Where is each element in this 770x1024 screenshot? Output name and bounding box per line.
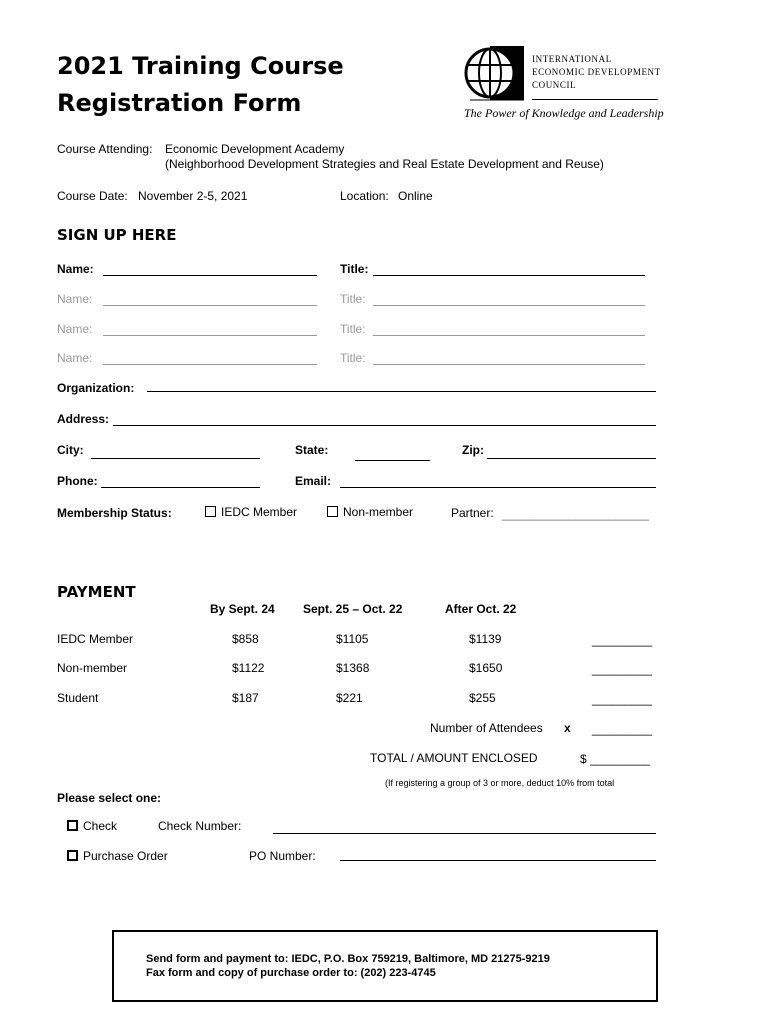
price-member-3: $1139 bbox=[469, 632, 502, 646]
name-label-3: Name: bbox=[57, 322, 93, 336]
amount-student-field[interactable]: _________ bbox=[592, 692, 653, 706]
price-student-1: $187 bbox=[232, 691, 259, 705]
organization-label: Organization: bbox=[57, 381, 135, 395]
mailing-instructions-box bbox=[112, 930, 658, 1002]
partner-field[interactable]: ______________________ bbox=[502, 507, 649, 521]
total-label: TOTAL / AMOUNT ENCLOSED bbox=[370, 751, 538, 765]
logo-org-line3: COUNCIL bbox=[532, 80, 577, 90]
check-number-field[interactable] bbox=[273, 833, 656, 834]
member-option[interactable] bbox=[205, 505, 297, 519]
checkbox-icon[interactable] bbox=[327, 506, 338, 517]
payment-heading: PAYMENT bbox=[57, 583, 136, 601]
logo-org-line1: INTERNATIONAL bbox=[532, 54, 612, 64]
zip-label: Zip: bbox=[462, 443, 484, 457]
check-option[interactable] bbox=[67, 819, 117, 833]
po-option-label: Purchase Order bbox=[83, 849, 168, 863]
row-label-nonmember: Non-member bbox=[57, 661, 128, 675]
state-label: State: bbox=[295, 443, 329, 457]
po-option[interactable] bbox=[67, 849, 168, 863]
title-field-2[interactable] bbox=[373, 305, 645, 306]
partner-label: Partner: bbox=[451, 506, 494, 520]
member-option-label: IEDC Member bbox=[221, 505, 298, 519]
name-field-2[interactable] bbox=[103, 305, 317, 306]
organization-field[interactable] bbox=[147, 391, 656, 392]
name-field-4[interactable] bbox=[103, 364, 317, 365]
po-number-label: PO Number: bbox=[249, 849, 316, 863]
title-label-4: Title: bbox=[340, 351, 366, 365]
checkbox-icon[interactable] bbox=[67, 820, 78, 831]
checkbox-icon[interactable] bbox=[205, 506, 216, 517]
mailing-instruction-line2: Fax form and copy of purchase order to: (202) 223-4745 bbox=[146, 967, 436, 979]
select-one-label: Please select one: bbox=[57, 791, 162, 805]
price-student-3: $255 bbox=[469, 691, 496, 705]
attendees-multiply: x bbox=[564, 721, 571, 735]
course-date-label: Course Date: bbox=[57, 189, 128, 203]
city-field[interactable] bbox=[91, 458, 260, 459]
price-member-1: $858 bbox=[232, 632, 259, 646]
row-label-member: IEDC Member bbox=[57, 632, 134, 646]
nonmember-option-label: Non-member bbox=[343, 505, 414, 519]
group-discount-note: (If registering a group of 3 or more, deduct 10% from total bbox=[385, 778, 615, 788]
title-field[interactable] bbox=[373, 275, 645, 276]
course-attending-sub: (Neighborhood Development Strategies and Real Estate Development and Reuse) bbox=[165, 157, 604, 171]
iedc-logo bbox=[464, 44, 664, 124]
attendees-label: Number of Attendees bbox=[430, 721, 543, 735]
membership-label: Membership Status: bbox=[57, 506, 172, 520]
price-student-2: $221 bbox=[336, 691, 363, 705]
price-nonmember-3: $1650 bbox=[469, 661, 503, 675]
title-field-4[interactable] bbox=[373, 364, 645, 365]
phone-field[interactable] bbox=[101, 487, 260, 488]
checkbox-icon[interactable] bbox=[67, 850, 78, 861]
logo-rule bbox=[532, 99, 658, 100]
globe-icon bbox=[464, 44, 526, 102]
state-field[interactable] bbox=[355, 460, 430, 461]
check-number-label: Check Number: bbox=[158, 819, 242, 833]
page-title-line2: Registration Form bbox=[57, 89, 302, 117]
logo-org-line2: ECONOMIC DEVELOPMENT bbox=[532, 67, 661, 77]
name-field-3[interactable] bbox=[103, 335, 317, 336]
title-label: Title: bbox=[340, 262, 369, 276]
zip-field[interactable] bbox=[487, 458, 656, 459]
check-option-label: Check bbox=[83, 819, 118, 833]
price-nonmember-1: $1122 bbox=[232, 661, 265, 675]
location-label: Location: bbox=[340, 189, 389, 203]
attendees-field[interactable]: _________ bbox=[592, 722, 653, 736]
amount-nonmember-field[interactable]: _________ bbox=[592, 662, 653, 676]
col-header-2: Sept. 25 – Oct. 22 bbox=[303, 602, 403, 616]
row-label-student: Student bbox=[57, 691, 99, 705]
email-field[interactable] bbox=[340, 487, 656, 488]
course-attending-value: Economic Development Academy bbox=[165, 142, 345, 156]
signup-heading: SIGN UP HERE bbox=[57, 226, 177, 244]
price-nonmember-2: $1368 bbox=[336, 661, 370, 675]
course-date-value: November 2-5, 2021 bbox=[138, 189, 248, 203]
mailing-instruction-line1: Send form and payment to: IEDC, P.O. Box 759219, Baltimore, MD 21275-9219 bbox=[146, 953, 550, 965]
title-label-3: Title: bbox=[340, 322, 366, 336]
col-header-3: After Oct. 22 bbox=[445, 602, 517, 616]
address-label: Address: bbox=[57, 412, 110, 426]
title-label-2: Title: bbox=[340, 292, 366, 306]
amount-member-field[interactable]: _________ bbox=[592, 633, 653, 647]
name-field[interactable] bbox=[103, 275, 317, 276]
po-number-field[interactable] bbox=[340, 860, 656, 861]
page-title-line1: 2021 Training Course bbox=[57, 52, 344, 80]
address-field[interactable] bbox=[113, 425, 656, 426]
name-label-2: Name: bbox=[57, 292, 93, 306]
city-label: City: bbox=[57, 443, 84, 457]
name-label-4: Name: bbox=[57, 351, 93, 365]
title-field-3[interactable] bbox=[373, 335, 645, 336]
location-value: Online bbox=[398, 189, 433, 203]
col-header-1: By Sept. 24 bbox=[210, 602, 275, 616]
logo-tagline: The Power of Knowledge and Leadership bbox=[464, 106, 664, 120]
total-field[interactable]: $ _________ bbox=[580, 752, 651, 766]
nonmember-option[interactable] bbox=[327, 505, 413, 519]
phone-label: Phone: bbox=[57, 474, 98, 488]
email-label: Email: bbox=[295, 474, 332, 488]
name-label: Name: bbox=[57, 262, 94, 276]
course-attending-label: Course Attending: bbox=[57, 142, 153, 156]
price-member-2: $1105 bbox=[336, 632, 369, 646]
